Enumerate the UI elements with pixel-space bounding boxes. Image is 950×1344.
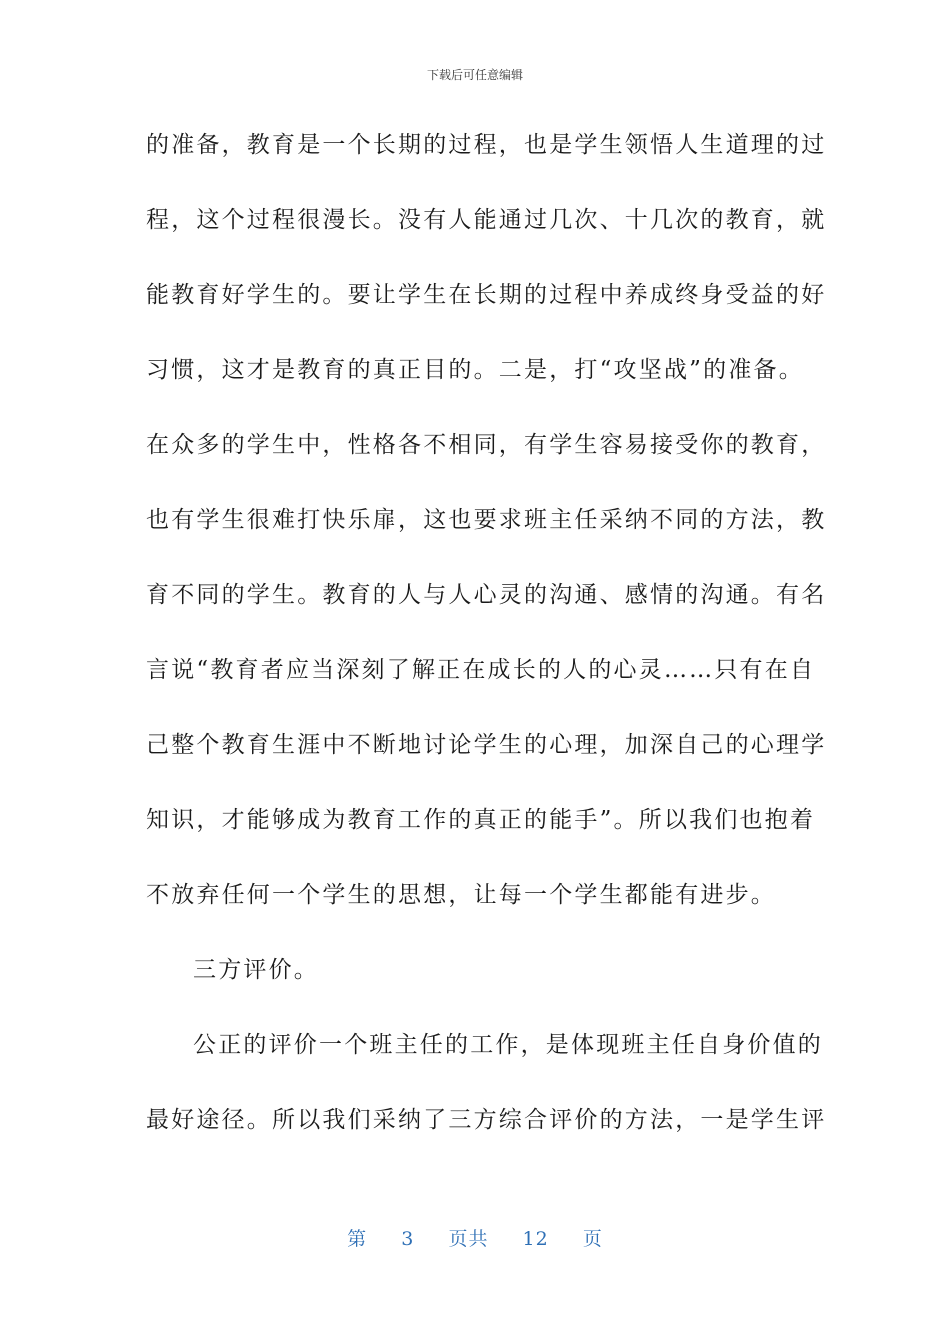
footer-middle: 页共: [448, 1228, 489, 1250]
body-line: 习惯，这才是教育的真正目的。二是，打“攻坚战”的准备。: [146, 357, 804, 383]
footer-prefix: 第: [347, 1228, 368, 1250]
body-line: 也有学生很难打快乐扉，这也要求班主任采纳不同的方法，教: [146, 507, 827, 533]
paragraph-first-line: 公正的评价一个班主任的工作，是体现班主任自身价值的: [193, 1032, 823, 1058]
section-heading: 三方评价。: [193, 957, 319, 983]
body-line: 在众多的学生中，性格各不相同，有学生容易接受你的教育，: [146, 432, 827, 458]
body-line: 最好途径。所以我们采纳了三方综合评价的方法，一是学生评: [146, 1107, 827, 1133]
document-body: [146, 118, 827, 1168]
body-line: 程，这个过程很漫长。没有人能通过几次、十几次的教育，就: [146, 207, 827, 233]
body-line: 的准备，教育是一个长期的过程，也是学生领悟人生道理的过: [146, 132, 827, 158]
page-header: 下载后可任意编辑: [426, 68, 523, 82]
footer-total-pages: 12: [522, 1228, 549, 1250]
body-line: 言说“教育者应当深刻了解正在成长的人的心灵……只有在自: [146, 657, 816, 683]
body-line: 不放弃任何一个学生的思想，让每一个学生都能有进步。: [146, 882, 776, 908]
footer-current-page: 3: [401, 1228, 415, 1250]
body-line: 能教育好学生的。要让学生在长期的过程中养成终身受益的好: [146, 282, 827, 308]
body-line: 知识，才能够成为教育工作的真正的能手”。所以我们也抱着: [146, 807, 816, 833]
body-line: 育不同的学生。教育的人与人心灵的沟通、感情的沟通。有名: [146, 582, 827, 608]
body-line: 己整个教育生涯中不断地讨论学生的心理，加深自己的心理学: [146, 732, 827, 758]
footer-suffix: 页: [582, 1228, 603, 1250]
page-footer: [0, 1224, 950, 1251]
